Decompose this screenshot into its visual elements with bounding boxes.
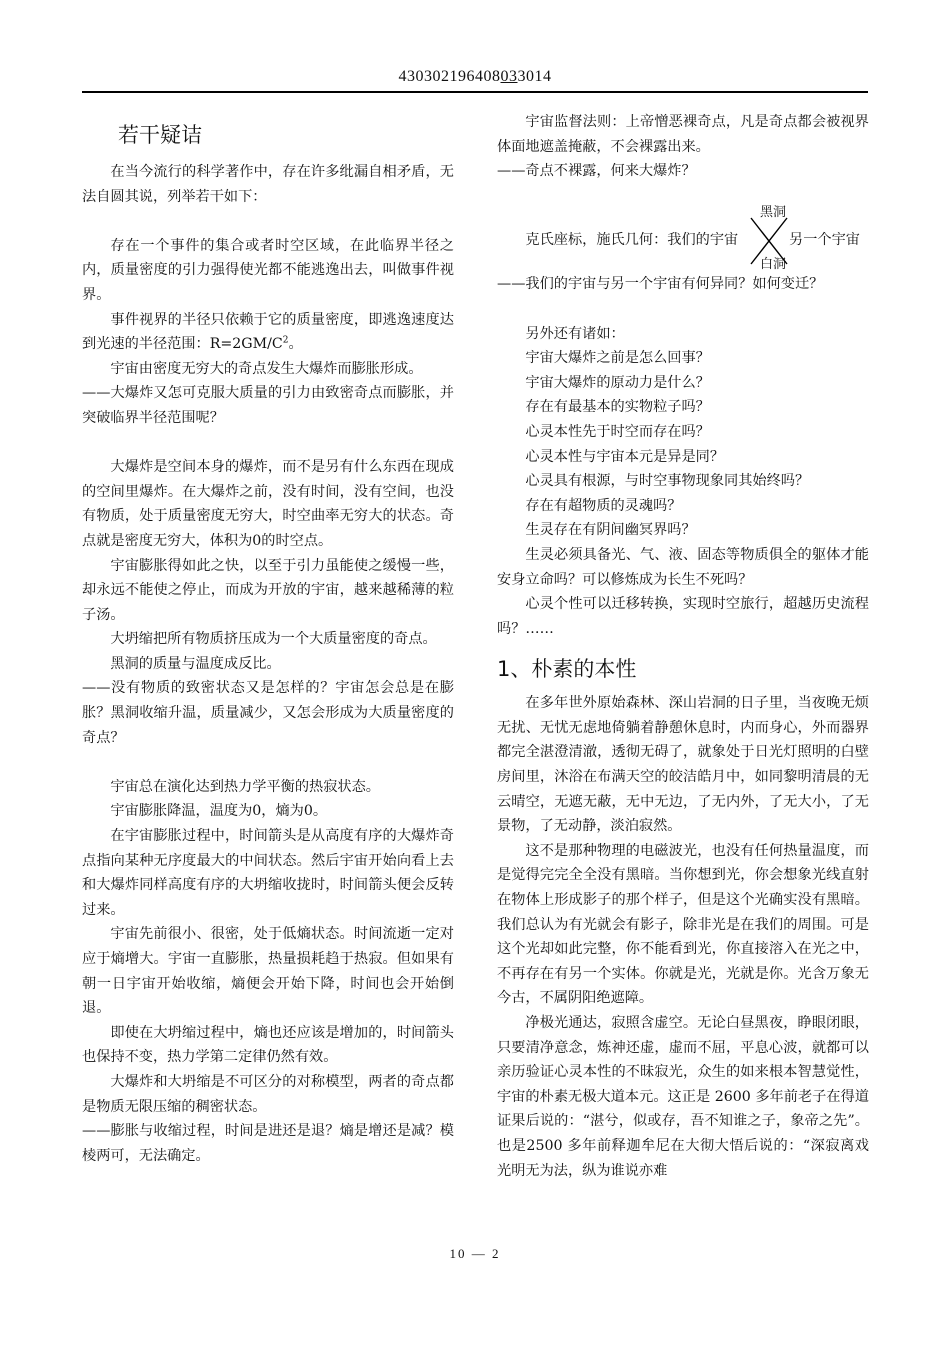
paragraph: 大爆炸和大坍缩是不可区分的对称模型，两者的奇点都是物质无限压缩的稠密状态。 [82,1073,454,1115]
paragraph: 大坍缩把所有物质挤压成为一个大质量密度的奇点。 [110,631,437,648]
question-item: 心灵个性可以迁移转换，实现时空旅行，超越历史流程吗？…… [497,596,869,637]
question-paragraph: ——没有物质的致密状态又是怎样的？宇宙怎会总是在膨胀？黑洞收缩升温，质量减少，又怎会形成为大质量密度的奇点？ [82,680,454,746]
id-part-3: 3014 [517,68,552,85]
paragraph: 宇宙由密度无穷大的奇点发生大爆炸而膨胀形成。 [110,360,423,377]
question-item: 心灵具有根源，与时空事物现象同其始终吗？ [525,473,810,490]
list-intro: 另外还有诸如： [525,325,625,342]
question-item: 宇宙大爆炸的原动力是什么？ [525,374,710,391]
right-column [497,110,869,1183]
another-universe-label: 另一个宇宙 [789,232,860,249]
paragraph: 宇宙监督法则：上帝憎恶裸奇点，凡是奇点都会被视界体面地遮盖掩蔽，不会裸露出来。 [497,114,869,155]
paragraph: 在多年世外原始森林、深山岩洞的日子里，当夜晚无烦无扰、无忧无虑地倚躺着静憩休息时，内而身心，外而器界都完全湛澄清澈，透彻无碍了，就象处于日光灯照明的白壁房间里，沐浴在布满天空的皎洁皓月中，如同黎明清晨的无云晴空，无遮无蔽，无中无边，了无内外，了无大小，了无景物，了无动静，淡泊寂然。 [497,695,869,835]
formula-text: 事件视界的半径只依赖于它的质量密度，即逃逸速度达到光速的半径范围：R=2GM/C [82,311,454,353]
paragraph: 大爆炸是空间本身的爆炸，而不是另有什么东西在现成的空间里爆炸。在大爆炸之前，没有时间，没有空间，也没有物质，处于质量密度无穷大，时空曲率无穷大的状态。奇点就是密度无穷大，体积为0的时空点。 [82,459,454,549]
paragraph: 宇宙总在演化达到热力学平衡的热寂状态。 [110,778,380,795]
paragraph: 宇宙膨胀降温，温度为0，熵为0。 [110,803,328,820]
paragraph: 在当今流行的科学著作中，存在许多纰漏自相矛盾，无法自圆其说，列举若干如下： [82,164,454,205]
question-item: 心灵本性与宇宙本元是异是同？ [525,448,725,465]
paragraph: 净极光通达，寂照含虚空。无论白昼黑夜，睁眼闭眼，只要清净意念，炼神还虚，虚而不屈，平息心波，就都可以亲历验证心灵本性的不昧寂光，众生的如来根本智慧觉性，宇宙的朴素无极大道本元。这正是 2600 多年前老子在得道证果后说的：“湛兮，似或存，吾不知谁之子，象帝之先”。也是2500 多年前释迦牟尼在大彻大悟后说的：“深寂离戏光明无为法，纵为谁说亦难 [497,1015,869,1179]
document-id-header [82,68,868,90]
section-title-doubts: 若干疑诘 [118,123,202,147]
paragraph: 在宇宙膨胀过程中，时间箭头是从高度有序的大爆炸奇点指向某种无序度最大的中间状态。然后宇宙开始向看上去和大爆炸同样高度有序的大坍缩收拢时，时间箭头便会反转过来。 [82,828,454,918]
question-paragraph: ——大爆炸又怎可克服大质量的引力由致密奇点而膨胀，并突破临界半径范围呢？ [82,385,454,426]
question-item: 存在有超物质的灵魂吗？ [525,497,682,514]
section-title-simple-nature: 1、朴素的本性 [497,657,637,682]
blank-line [497,184,869,209]
paragraph: 宇宙先前很小、很密，处于低熵状态。时间流逝一定对应于熵增大。宇宙一直膨胀，热量损耗趋于热寂。但如果有朝一日宇宙开始收缩，熵便会开始下降，时间也会开始倒退。 [82,926,454,1017]
left-column [82,110,454,1168]
white-hole-label: 白洞 [760,257,787,273]
header-rule [82,91,868,93]
question-item: 存在有最基本的实物粒子吗？ [525,399,710,416]
blank-line [82,750,454,775]
kerr-text: 克氏座标，施氏几何：我们的宇宙 [525,232,739,249]
formula-superscript: 2 [282,335,289,346]
paragraph: 这不是那种物理的电磁波光，也没有任何热量温度，而是觉得完完全全没有黑暗。当你想到光，你会想象光线直射在物体上形成影子的那个样子，但是这个光确实没有黑暗。我们总认为有光就会有影子，除非光是在我们的周围。可是这个光却如此完整，你不能看到光，你直接溶入在光之中，不再存在有另一个实体。你就是光，光就是你。光含万象无今古，不属阴阳绝遮障。 [497,842,869,1007]
paragraph: 黑洞的质量与温度成反比。 [110,655,281,672]
question-item: 生灵存在有阴间幽冥界吗？ [525,522,696,539]
page-number: 10 — 2 [449,1246,501,1261]
question-item: 心灵本性先于时空而存在吗？ [525,423,710,440]
paragraph: 存在一个事件的集合或者时空区域，在此临界半径之内，质量密度的引力强得使光都不能逃逸出去，叫做事件视界。 [82,237,454,303]
kerr-coordinates-diagram [497,205,869,273]
paragraph: 宇宙膨胀得如此之快，以至于引力虽能使之缓慢一些，却永远不能使之停止，而成为开放的宇宙，越来越稀薄的粒子汤。 [82,557,454,623]
paragraph-formula: 事件视界的半径只依赖于它的质量密度，即逃逸速度达到光速的半径范围：$R=2GM/C^2$。 [82,311,454,353]
question-item: 生灵必须具备光、气、液、固态等物质俱全的躯体才能安身立命吗？可以修炼成为长生不死吗？ [497,546,869,588]
question-paragraph: ——我们的宇宙与另一个宇宙有何异同？如何变迁？ [497,276,824,293]
question-paragraph: ——膨胀与收缩过程，时间是进还是退？熵是增还是减？模棱两可，无法确定。 [82,1123,454,1164]
paragraph: 即使在大坍缩过程中，熵也还应该是增加的，时间箭头也保持不变，热力学第二定律仍然有效。 [82,1024,454,1066]
id-part-1: 430302196408 [398,68,501,85]
question-item: 宇宙大爆炸之前是怎么回事？ [525,350,710,367]
blank-line [82,209,454,234]
question-paragraph: ——奇点不裸露，何来大爆炸？ [497,163,696,180]
black-hole-label: 黑洞 [760,205,787,221]
blank-line [497,297,869,322]
id-part-2: 03 [500,68,518,85]
blank-line [82,431,454,456]
